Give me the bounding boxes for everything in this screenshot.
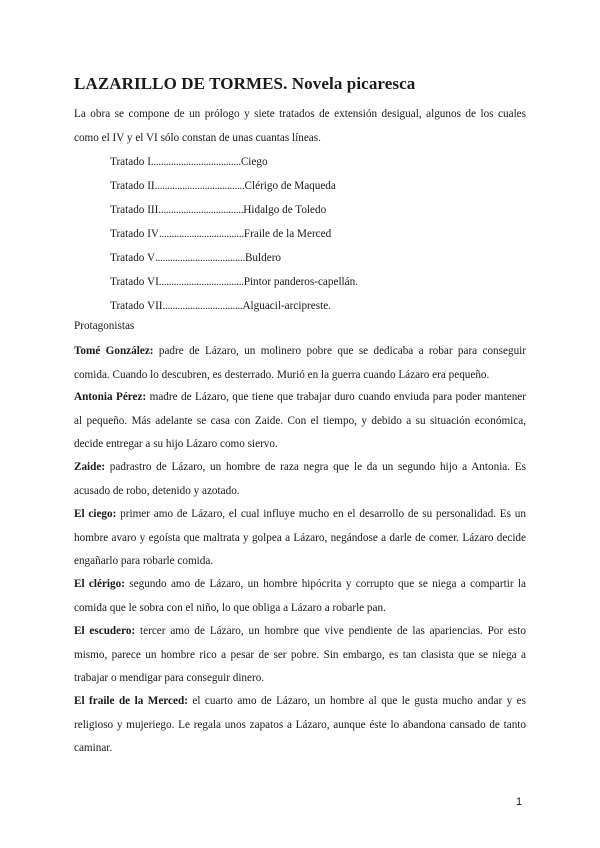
tratado-dots: .................................. [159,228,244,240]
character-description: padrastro de Lázaro, un hombre de raza negra que le da un segundo hijo a Antonia. Es acusado de robo, detenido y azotado. [74,461,526,497]
character-entry [74,386,526,457]
tratado-label: Tratado VII [110,300,163,312]
tratado-row [110,270,440,294]
tratado-row [110,198,440,222]
tratado-value: Alguacil-arcipreste. [242,300,331,312]
document-title: LAZARILLO DE TORMES. Novela picaresca [74,74,416,93]
tratado-dots: .................................... [154,180,245,192]
character-entry [74,573,526,620]
tratado-row [110,222,440,246]
character-entry [74,690,526,761]
tratado-dots: ................................ [162,300,243,312]
character-description: primer amo de Lázaro, el cual influye mucho en el desarrollo de su personalidad. Es un hombre avaro y egoísta que maltrata y golpea a Lázaro, negándose a darle de comer. Lázaro decide engañarlo para robarle comida. [74,508,526,567]
tratado-dots: .................................. [158,276,244,288]
character-name: El fraile de la Merced: [74,695,188,707]
protagonistas-heading: Protagonistas [74,320,135,332]
character-name: Zaide: [74,461,106,473]
character-entry [74,620,526,691]
tratado-label: Tratado II [110,180,155,192]
character-description: padre de Lázaro, un molinero pobre que se dedicaba a robar para conseguir comida. Cuando lo descubren, es desterrado. Murió en la guerra cuando Lázaro era pequeño. [74,345,526,381]
character-name: El ciego: [74,508,117,520]
character-entry [74,340,526,387]
tratado-dots: .................................... [155,252,245,264]
tratado-row [110,150,440,174]
character-name: Tomé González: [74,345,154,357]
tratado-row [110,294,440,318]
character-name: El clérigo: [74,578,125,590]
character-entry [74,503,526,574]
tratado-dots: .................................... [150,156,241,168]
tratado-label: Tratado VI [110,276,159,288]
character-description: segundo amo de Lázaro, un hombre hipócrita y corrupto que se niega a compartir la comida que le sobra con el niño, lo que obliga a Lázaro a robarle pan. [74,578,526,614]
tratado-label: Tratado I [110,156,151,168]
tratados-list [110,150,440,318]
tratado-row [110,174,440,198]
tratado-label: Tratado V [110,252,156,264]
tratado-value: Clérigo de Maqueda [244,180,336,192]
tratado-value: Hidalgo de Toledo [243,204,327,216]
intro-paragraph: La obra se compone de un prólogo y siete tratados de extensión desigual, algunos de los cuales como el IV y el VI sólo constan de unas cuantas líneas. [74,108,526,144]
page-number: 1 [516,796,523,808]
tratado-dots: .................................. [158,204,244,216]
character-entry [74,456,526,503]
tratado-value: Ciego [240,156,268,168]
tratado-value: Fraile de la Merced [243,228,332,240]
tratado-label: Tratado III [110,204,159,216]
character-description: el cuarto amo de Lázaro, un hombre al que le gusta mucho andar y es religioso y mujeriego. Le regala unos zapatos a Lázaro, aunque éste lo abandona cansado de tanto caminar. [74,695,526,754]
character-name: Antonia Pérez: [74,391,147,403]
tratado-value: Buldero [244,252,282,264]
tratado-row [110,246,440,270]
tratado-value: Pintor panderos-capellán. [243,276,359,288]
character-description: madre de Lázaro, que tiene que trabajar duro cuando enviuda para poder mantener al pequeño. Más adelante se casa con Zaide. Con el tiempo, y debido a su situación económica, decide entregar a su hijo Lázaro como siervo. [74,391,526,450]
tratado-label: Tratado IV [110,228,159,240]
character-name: El escudero: [74,625,136,637]
character-description: tercer amo de Lázaro, un hombre que vive pendiente de las apariencias. Por esto mismo, parece un hombre rico a pesar de ser pobre. Sin embargo, es tan clasista que se niega a trabajar o mendigar para conseguir dinero. [74,625,526,684]
